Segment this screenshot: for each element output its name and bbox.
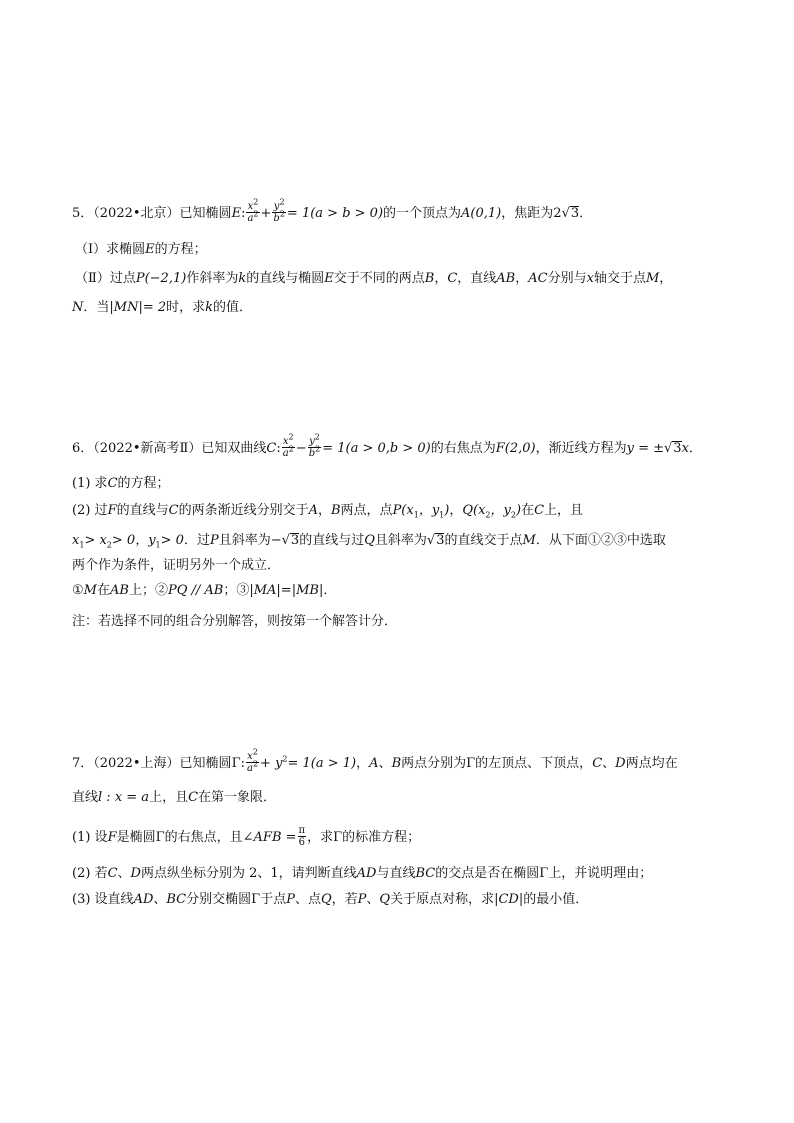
q5-part1: （Ⅰ）求椭圆E的方程； [75, 242, 207, 257]
q5-stem: 5．（2022•北京）已知椭圆E: $\frac{x^2}{a^2}$ + $\frac{y^2}{b^2}$ = 1(a > b > 0)的一个顶点为A(0,1)，焦距为2√3． [72, 197, 593, 224]
q6-frac-y: $\frac{y^2}{b^2}$ [308, 432, 321, 459]
q7-frac-x: $\frac{x^2}{a^2}$ [246, 747, 259, 774]
q7-stem: 7．（2022•上海）已知椭圆Γ: $\frac{x^2}{a^2}$ + $y^2= 1(a > 1)$，A、B两点分别为Γ的左顶点、下顶点，C、D两点均在 [72, 747, 678, 774]
q6-number: 6． [72, 441, 94, 456]
q5-source: （2022•北京） [93, 206, 180, 221]
q6-stem: 6．（2022•新高考Ⅱ）已知双曲线C: $\frac{x^2}{a^2}$ − $\frac{y^2}{b^2}$ = 1(a > 0,b > 0)的右焦点为F(2,0)，渐近线方程为y = ±√3x． [72, 432, 702, 459]
q6-part2-line1: (2) 过F的直线与C的两条渐近线分别交于A，B两点，点$P(x_1$，$y_1$)，$Q(x_2$，$y_2$)在C上，且 [72, 503, 584, 520]
q5-frac-x: $\frac{x^2}{a^2}$ [247, 197, 259, 224]
q6-part1: (1) 求C的方程； [72, 476, 170, 491]
q6-note: 注：若选择不同的组合分别解答，则按第一个解答计分． [72, 614, 398, 629]
q6-frac-x: $\frac{x^2}{a^2}$ [282, 432, 294, 459]
q7-part2: (2) 若C、D两点纵坐标分别为 2、1，请判断直线AD与直线BC的交点是否在椭圆Γ上，并说明理由； [72, 866, 653, 881]
q6-part2-line3: 两个作为条件，证明另外一个成立． [72, 558, 281, 573]
q6-source: （2022•新高考Ⅱ） [93, 441, 202, 456]
q5-number: 5． [72, 206, 94, 221]
q7-number: 7． [72, 756, 94, 771]
q5-frac-y: $\frac{y^2}{b^2}$ [273, 197, 285, 224]
q5-part2-line1: （Ⅱ）过点P(−2,1)作斜率为k的直线与椭圆E交于不同的两点B，C，直线AB，AC分别与x轴交于点M， [75, 271, 673, 286]
q7-part1: (1) 设F是椭圆Γ的右焦点，且∠AFB = $\frac{\pi}{6}$ ，求Γ的标准方程； [72, 825, 421, 848]
q5-part2-line2: N．当|MN|= 2时，求k的值． [72, 300, 253, 315]
q7-stem-line2: 直线l : x = a上，且C在第一象限． [72, 790, 277, 805]
q7-part3: (3) 设直线AD、BC分别交椭圆Γ于点P、点Q，若P、Q关于原点对称，求|CD|的最小值． [72, 892, 589, 907]
q6-part2-line2: $x_1> x_2> 0$，$y_1> 0$．过P且斜率为−√3的直线与过Q且斜率为√3的直线交于点M．从下面①②③中选取 [72, 533, 666, 550]
q7-frac-pi: $\frac{\pi}{6}$ [298, 825, 306, 848]
q7-source: （2022•上海） [93, 756, 180, 771]
q5-focal-length: 2√3 [553, 206, 580, 221]
q6-conditions: ①M在AB上；②PQ // AB；③|MA|=|MB|． [72, 583, 337, 598]
